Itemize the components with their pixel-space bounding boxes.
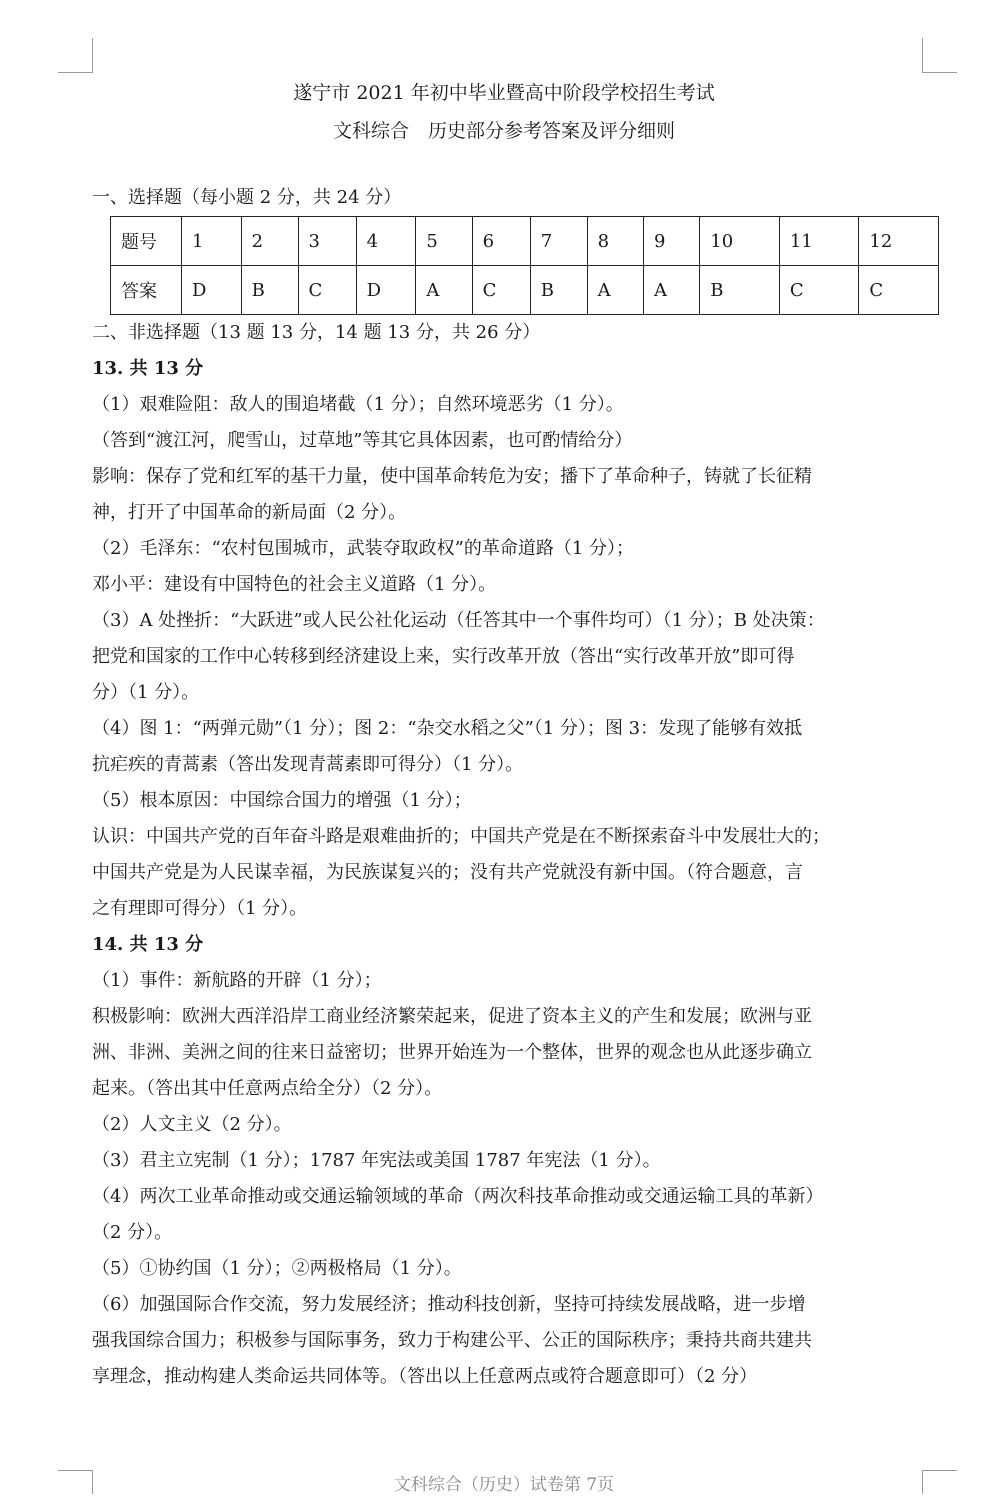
answer-line: （6）加强国际合作交流，努力发展经济；推动科技创新，坚持可持续发展战略，进一步增 <box>92 1294 806 1315</box>
answer-line: 强我国综合国力；积极参与国际事务，致力于构建公平、公正的国际秩序；秉持共商共建共 <box>92 1330 812 1351</box>
answer-cell: B <box>700 266 780 315</box>
answer-cell: B <box>530 266 587 315</box>
answer-line: 积极影响：欧洲大西洋沿岸工商业经济繁荣起来，促进了资本主义的产生和发展；欧洲与亚 <box>92 1006 812 1027</box>
row-label: 题号 <box>111 217 182 266</box>
answer-line: （5）根本原因：中国综合国力的增强（1 分）； <box>92 790 472 811</box>
answer-table <box>110 216 939 315</box>
row-label: 答案 <box>111 266 182 315</box>
answer-cell: A <box>643 266 699 315</box>
answer-cell: B <box>241 266 298 315</box>
document-title: 遂宁市 2021 年初中毕业暨高中阶段学校招生考试 <box>293 82 715 104</box>
question-number-cell: 2 <box>241 217 298 266</box>
answer-line: 影响：保存了党和红军的基干力量，使中国革命转危为安；播下了革命种子，铸就了长征精 <box>92 466 812 487</box>
question-14-title: 14. 共 13 分 <box>92 934 204 955</box>
question-number-cell: 4 <box>356 217 416 266</box>
question-number-cell: 8 <box>587 217 643 266</box>
question-number-cell: 6 <box>472 217 530 266</box>
page-footer: 文科综合（历史）试卷第 7页 <box>393 1475 615 1495</box>
answer-cell: A <box>416 266 472 315</box>
question-number-cell: 7 <box>530 217 587 266</box>
section-1-heading: 一、选择题（每小题 2 分，共 24 分） <box>92 187 402 208</box>
question-number-cell: 11 <box>779 217 859 266</box>
section-2-heading: 二、非选择题（13 题 13 分，14 题 13 分，共 26 分） <box>92 322 541 343</box>
answer-line: 起来。（答出其中任意两点给全分）（2 分）。 <box>92 1078 443 1099</box>
document-body <box>92 180 922 1395</box>
answer-line: 抗疟疾的青蒿素（答出发现青蒿素即可得分）（1 分）。 <box>92 754 524 775</box>
question-number-cell: 10 <box>700 217 780 266</box>
answer-line: 邓小平：建设有中国特色的社会主义道路（1 分）。 <box>92 574 497 595</box>
crop-mark-top-right <box>922 38 957 73</box>
answer-cell: C <box>859 266 939 315</box>
question-number-row <box>111 217 939 266</box>
answer-line: （4）两次工业革命推动或交通运输领域的革命（两次科技革命推动或交通运输工具的革新） <box>92 1186 824 1207</box>
question-number-cell: 9 <box>643 217 699 266</box>
answer-line: （2）人文主义（2 分）。 <box>92 1114 292 1135</box>
answer-line: 把党和国家的工作中心转移到经济建设上来，实行改革开放（答出“实行改革开放”即可得 <box>92 646 795 667</box>
answer-line: 认识：中国共产党的百年奋斗路是艰难曲折的；中国共产党是在不断探索奋斗中发展壮大的； <box>92 826 830 847</box>
crop-mark-top-left <box>58 38 93 73</box>
answer-cell: C <box>298 266 356 315</box>
answer-line: 分）（1 分）。 <box>92 682 200 703</box>
answer-cell: D <box>356 266 416 315</box>
answer-line: （1）事件：新航路的开辟（1 分）； <box>92 970 382 991</box>
answer-line: （1）艰难险阻：敌人的围追堵截（1 分）；自然环境恶劣（1 分）。 <box>92 394 624 415</box>
answer-cell: C <box>779 266 859 315</box>
question-number-cell: 12 <box>859 217 939 266</box>
answer-line: （2 分）。 <box>92 1222 173 1243</box>
answer-line: 之有理即可得分）（1 分）。 <box>92 898 308 919</box>
answer-line: （5）①协约国（1 分）；②两极格局（1 分）。 <box>92 1258 462 1279</box>
answer-line: （2）毛泽东：“农村包围城市，武装夺取政权”的革命道路（1 分）； <box>92 538 635 559</box>
answer-cell: D <box>182 266 242 315</box>
answer-cell: A <box>587 266 643 315</box>
question-number-cell: 3 <box>298 217 356 266</box>
answer-line: 中国共产党是为人民谋幸福，为民族谋复兴的；没有共产党就没有新中国。（符合题意，言 <box>92 862 803 883</box>
document-subtitle: 文科综合 历史部分参考答案及评分细则 <box>332 120 675 142</box>
answer-cell: C <box>472 266 530 315</box>
question-number-cell: 1 <box>182 217 242 266</box>
answer-line: （3）A 处挫折：“大跃进”或人民公社化运动（任答其中一个事件均可）（1 分）；B 处决策： <box>92 610 825 631</box>
answer-row <box>111 266 939 315</box>
answer-line: 洲、非洲、美洲之间的往来日益密切；世界开始连为一个整体，世界的观念也从此逐步确立 <box>92 1042 812 1063</box>
question-number-cell: 5 <box>416 217 472 266</box>
question-13-answer <box>92 387 922 927</box>
answer-line: 神，打开了中国革命的新局面（2 分）。 <box>92 502 407 523</box>
answer-line: （4）图 1：“两弹元勋”（1 分）；图 2：“杂交水稻之父”（1 分）；图 3：发现了能够有效抵 <box>92 718 803 739</box>
question-13-title: 13. 共 13 分 <box>92 358 204 379</box>
answer-line: （3）君主立宪制（1 分）；1787 年宪法或美国 1787 年宪法（1 分）。 <box>92 1150 661 1171</box>
answer-line: 享理念，推动构建人类命运共同体等。（答出以上任意两点或符合题意即可）（2 分） <box>92 1366 758 1387</box>
question-14-answer <box>92 963 922 1395</box>
answer-line: （答到“渡江河，爬雪山，过草地”等其它具体因素，也可酌情给分） <box>92 430 633 451</box>
